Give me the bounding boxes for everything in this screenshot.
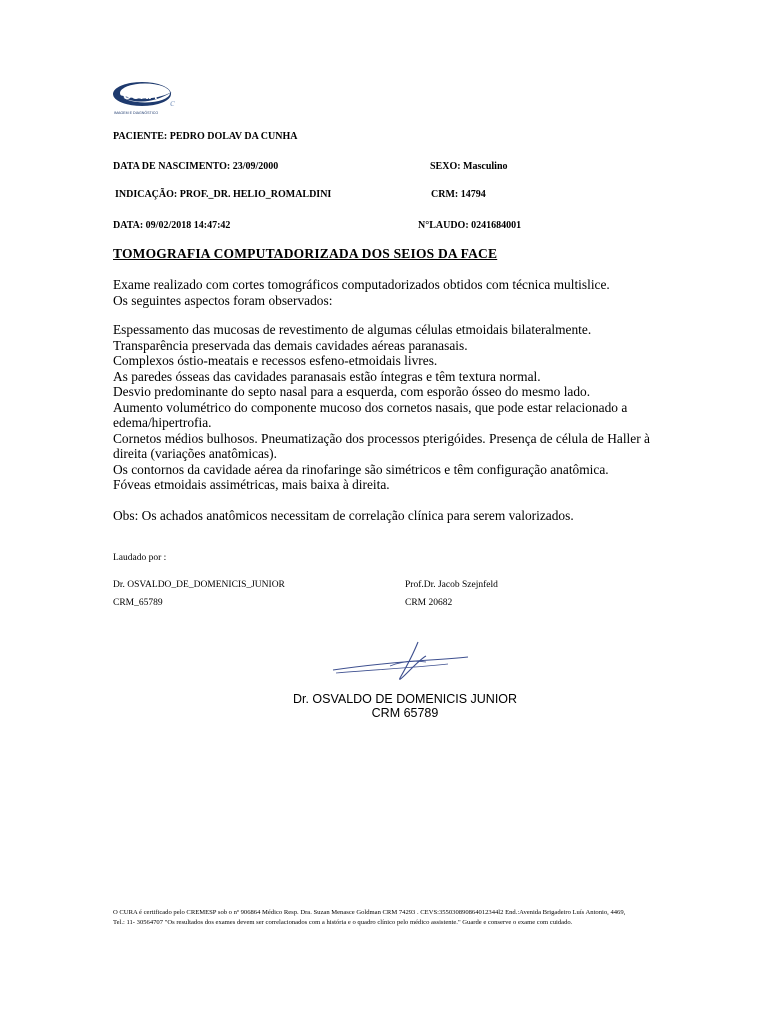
patient-name: PACIENTE: PEDRO DOLAV DA CUNHA [113,131,298,142]
logo-tagline: IMAGEM E DIAGNÓSTICO [114,111,159,115]
birth-date: DATA DE NASCIMENTO: 23/09/2000 [113,161,279,172]
cura-logo [112,80,184,116]
svg-text:c: c [170,97,175,109]
finding-line: Complexos óstio-meatais e recessos esfeno-etmoidais livres. [113,353,438,368]
report-findings [113,322,673,493]
finding-line: Espessamento das mucosas de revestimento de algumas células etmoidais bilateralmente. [113,322,592,337]
report-number: N°LAUDO: 0241684001 [418,220,522,231]
exam-date: DATA: 09/02/2018 14:47:42 [113,220,231,231]
laudado-label: Laudado por : [113,553,167,563]
intro-line: Exame realizado com cortes tomográficos computadorizados obtidos com técnica multislice. [113,277,610,292]
signer-name: Dr. OSVALDO DE DOMENICIS JUNIOR [292,692,518,706]
finding-line: Desvio predominante do septo nasal para a esquerda, com esporão ósseo do mesmo lado. [113,384,591,399]
doctor2-crm: CRM 20682 [405,598,453,608]
doctor1-name: Dr. OSVALDO_DE_DOMENICIS_JUNIOR [113,580,285,590]
finding-line: Fóveas etmoidais assimétricas, mais baixa à direita. [113,477,390,492]
doctor1-crm: CRM_65789 [113,598,163,608]
crm-field: CRM: 14794 [431,189,486,200]
indication-field: INDICAÇÃO: PROF._DR. HELIO_ROMALDINI [115,189,332,200]
report-obs: Obs: Os achados anatômicos necessitam de correlação clínica para serem valorizados. [113,508,574,523]
handwritten-signature [330,640,470,690]
report-title: TOMOGRAFIA COMPUTADORIZADA DOS SEIOS DA FACE [113,246,498,261]
finding-line: Transparência preservada das demais cavidades aéreas paranasais. [113,337,468,353]
finding-line: As paredes ósseas das cavidades paranasais estão íntegras e têm textura normal. [113,368,541,384]
finding-line: Aumento volumétrico do componente mucoso dos cornetos nasais, que pode estar relacionado a edema/hipertrofia. [113,399,628,430]
signer-crm: CRM 65789 [371,706,439,720]
report-intro [113,277,673,308]
finding-line: Cornetos médios bulhosos. Pneumatização dos processos pterigóides. Presença de célula de Haller à direita (variações anatômicas). [113,430,650,461]
finding-line: Os contornos da cavidade aérea da rinofaringe são simétricos e têm configuração anatômica. [113,461,609,477]
intro-line: Os seguintes aspectos foram observados: [113,292,333,308]
logo-text: CURA [123,88,158,102]
footer-text: O CURA é certificado pelo CREMESP sob o nº 906864 Médico Resp. Dra. Suzan Menasce Goldman CRM 74293 . CEVS:355030890864012344l2 End.:Avenida Brigadeiro Luís Antonio, 4469, Tel.: 11- 30564707 "Os resultados dos exames devem ser correlacionados com a história e o quadro clínico pelo médico assistente." Guarde e conserve o exame com cuidado. [113,909,626,926]
sex-field: SEXO: Masculino [430,161,508,172]
doctor2-name: Prof.Dr. Jacob Szejnfeld [405,580,498,590]
